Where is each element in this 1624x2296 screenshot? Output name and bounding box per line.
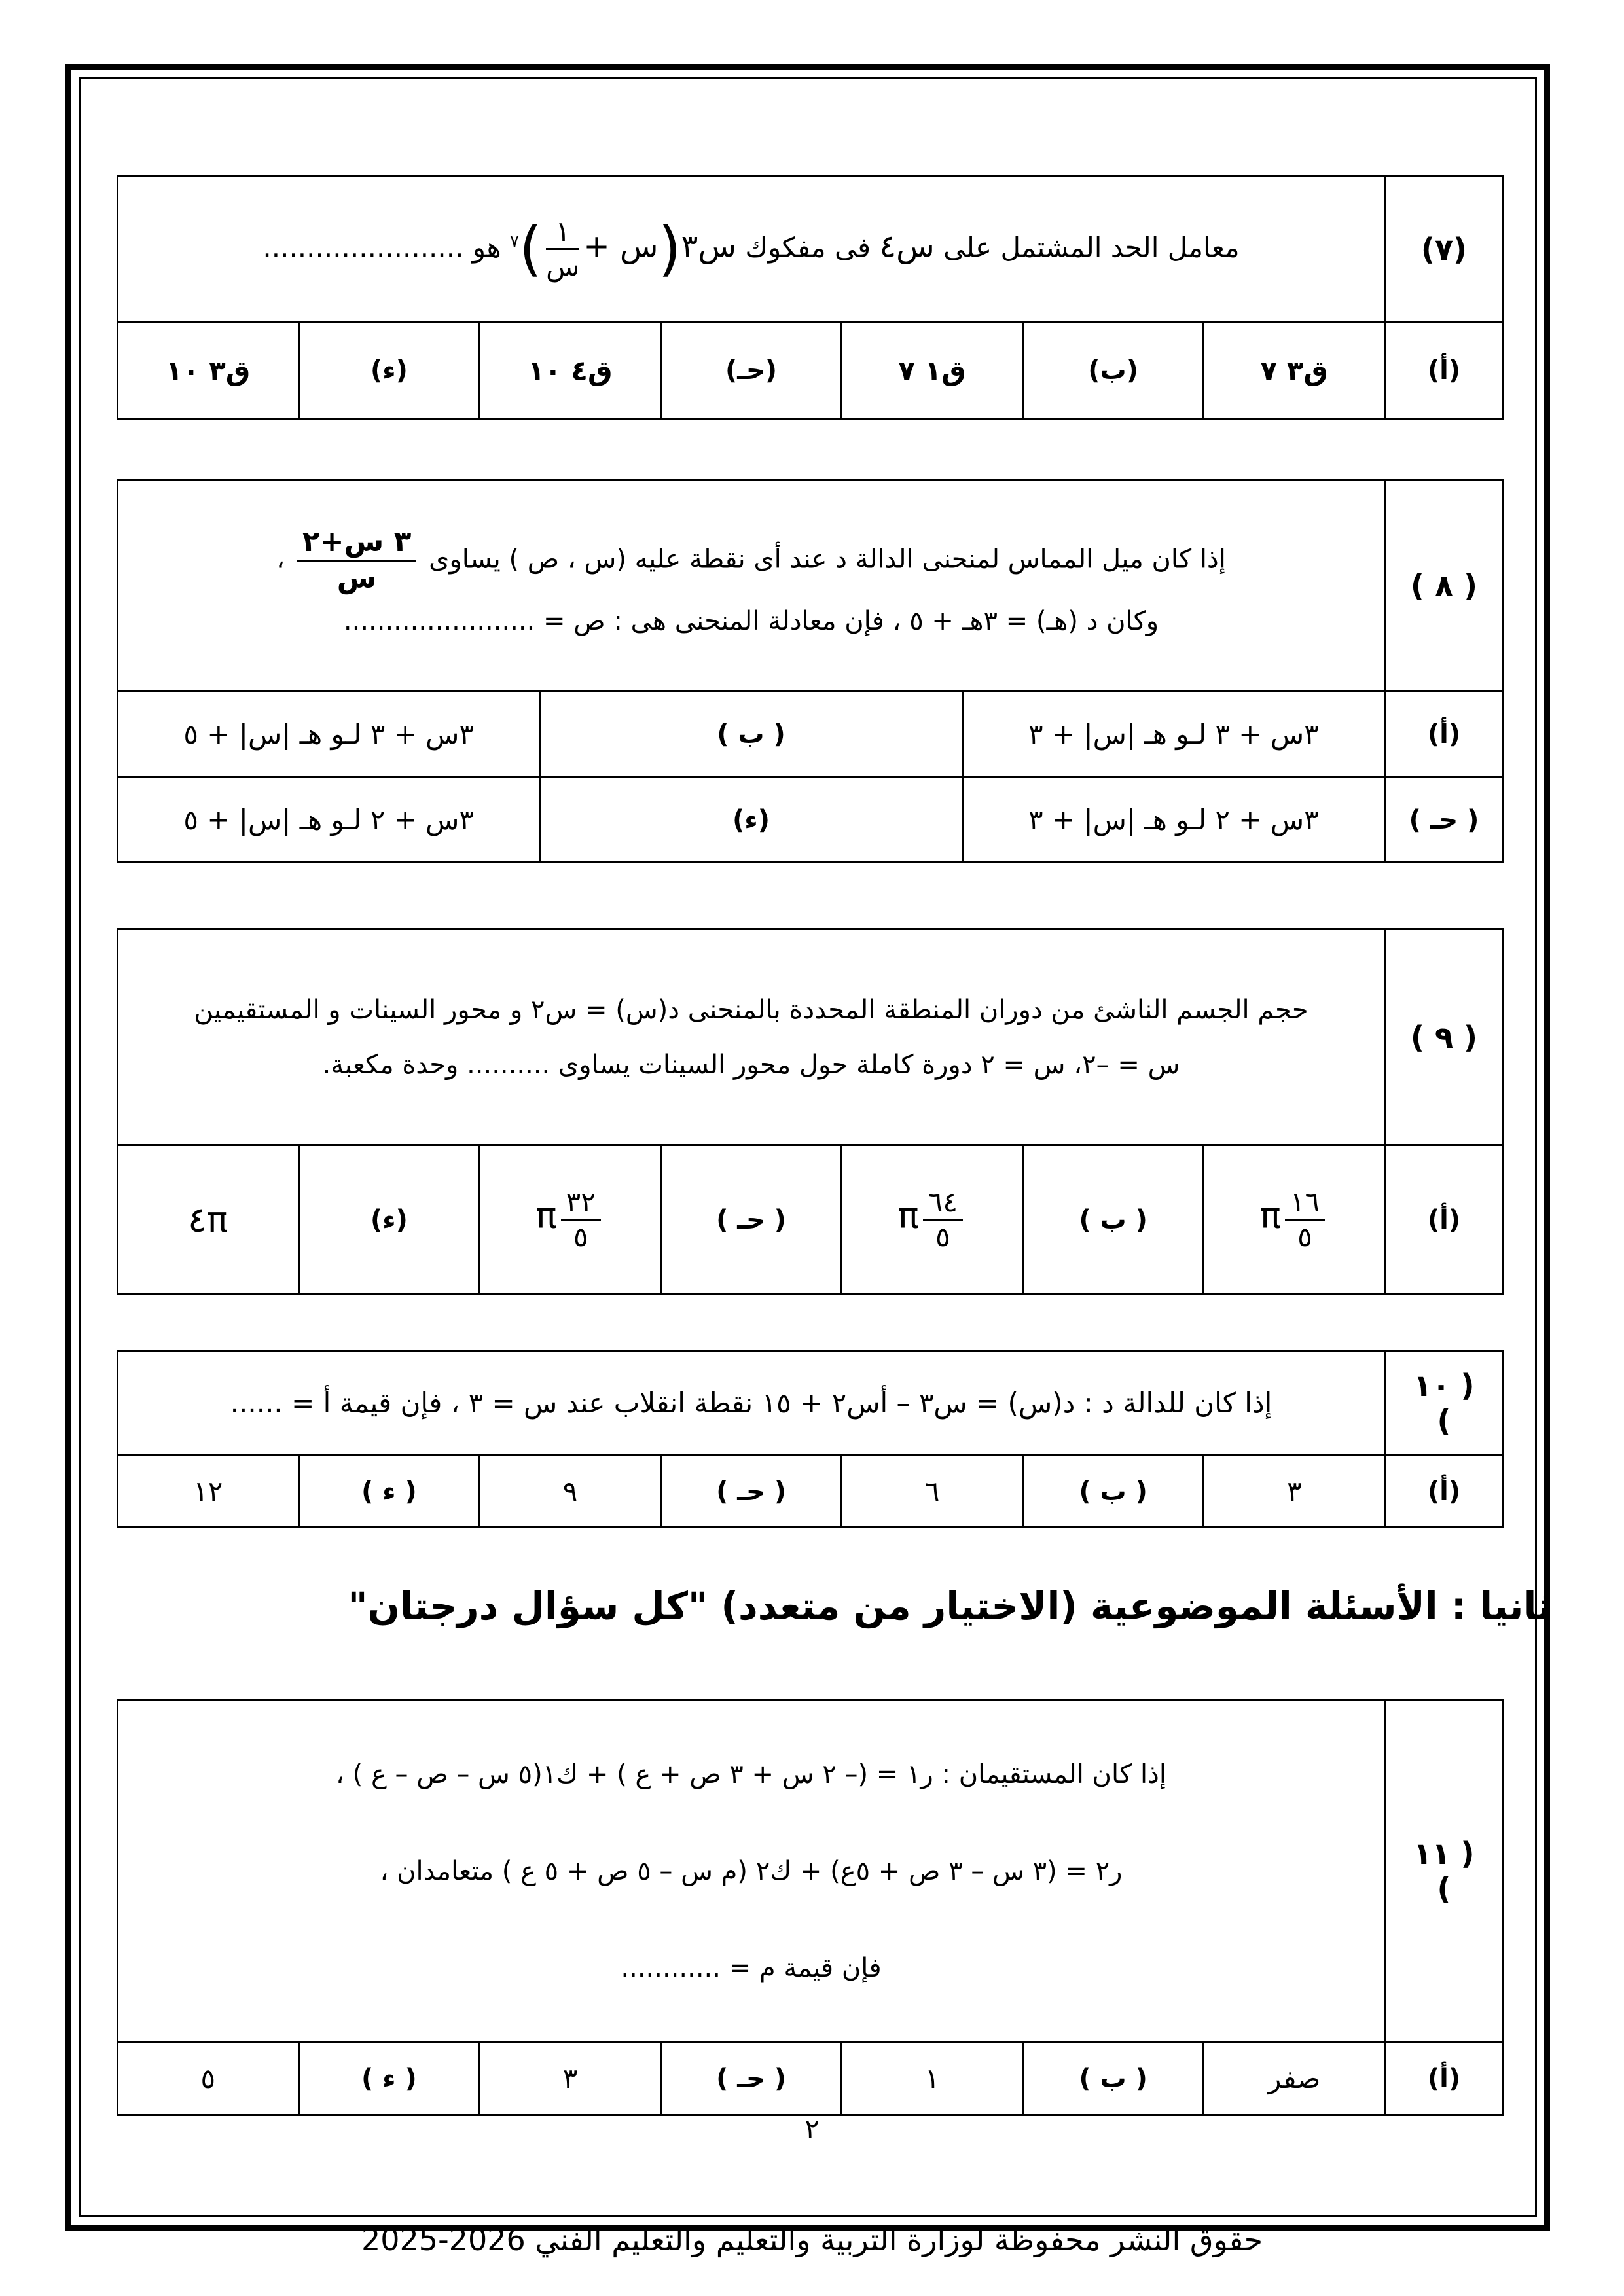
question-10 xyxy=(117,1350,1504,1528)
option-letter: (ء) xyxy=(298,1145,480,1295)
question-7 xyxy=(117,175,1504,420)
question-9 xyxy=(117,928,1504,1295)
option-value[interactable]: ٣س + ٣ لـو هـ |س| + ٥ xyxy=(118,691,540,778)
option-letter: ( ب ) xyxy=(1022,1145,1204,1295)
option-letter: ( ب ) xyxy=(1022,2042,1204,2115)
option-value[interactable]: ٣ xyxy=(1204,1456,1385,1528)
option-value[interactable]: ق٣ ٧ xyxy=(1204,322,1385,420)
question-stem: معامل الحد المشتمل على س٤ فى مفكوك س٣(س + $\frac{١}{\text{س}}$ )$^٧$ هو ....................... xyxy=(118,177,1385,322)
option-value[interactable]: ق٤ ١٠ xyxy=(480,322,661,420)
option-letter: ( ء ) xyxy=(298,1456,480,1528)
option-value[interactable]: $\frac{١٦}{٥}$ π xyxy=(1204,1145,1385,1295)
option-letter: (ء) xyxy=(540,778,962,863)
option-letter: (أ) xyxy=(1385,1456,1504,1528)
stem-expr: س + xyxy=(583,228,659,264)
option-letter: (ب) xyxy=(1022,322,1204,420)
option-value[interactable]: ٦ xyxy=(842,1456,1023,1528)
stem-line: إذا كان ميل المماس لمنحنى الدالة د عند أى نقطة عليه (س ، ص ) يساوى xyxy=(429,544,1226,575)
option-letter: (أ) xyxy=(1385,691,1504,778)
option-value[interactable]: ٤π xyxy=(118,1145,299,1295)
question-number: ( ١٠ ) xyxy=(1385,1351,1504,1456)
fraction: $\frac{١}{\text{س}}$ xyxy=(546,215,580,282)
option-letter: (أ) xyxy=(1385,322,1504,420)
option-letter: (أ) xyxy=(1385,2042,1504,2115)
option-letter: (ء) xyxy=(298,322,480,420)
option-value[interactable]: صفر xyxy=(1204,2042,1385,2115)
option-value[interactable]: $\frac{٣٢}{٥}$ π xyxy=(480,1145,661,1295)
question-number: ( ١١ ) xyxy=(1385,1700,1504,2042)
stem-text: معامل الحد المشتمل على xyxy=(943,231,1240,263)
option-letter: ( حـ ) xyxy=(660,1145,842,1295)
option-letter: ( حـ ) xyxy=(1385,778,1504,863)
fraction: $\frac{\text{٣ س+٢}}{\text{س}}$ xyxy=(297,525,417,596)
stem-text: هو ....................... xyxy=(262,231,501,263)
option-letter: ( ء ) xyxy=(298,2042,480,2115)
section-title: ثانيا : الأسئلة الموضوعية (الاختيار من متعدد) "كل سؤال درجتان" xyxy=(348,1584,1552,1628)
option-letter: ( ب ) xyxy=(540,691,962,778)
option-value[interactable]: ق٣ ١٠ xyxy=(118,322,299,420)
option-letter: ( حـ ) xyxy=(660,2042,842,2115)
stem-line: إذا كان المستقيمان : ر١ = (– ٢ س + ٣ ص + ع ) + ك١(٥ س – ص – ع ) ، xyxy=(336,1759,1166,1789)
option-value[interactable]: ٣س + ٢ لـو هـ |س| + ٣ xyxy=(962,778,1384,863)
question-number: ( ٩ ) xyxy=(1385,929,1504,1145)
option-letter: (أ) xyxy=(1385,1145,1504,1295)
stem-line: س = –٢، س = ٢ دورة كاملة حول محور السينات يساوى .......... وحدة مكعبة. xyxy=(322,1049,1180,1080)
option-letter: ( حـ ) xyxy=(660,1456,842,1528)
option-value[interactable]: ٣س + ٣ لـو هـ |س| + ٣ xyxy=(962,691,1384,778)
power: ٧ xyxy=(510,232,519,251)
option-value[interactable]: ٣ xyxy=(480,2042,661,2115)
option-value[interactable]: ٣س + ٢ لـو هـ |س| + ٥ xyxy=(118,778,540,863)
question-number: (٧) xyxy=(1385,177,1504,322)
option-value[interactable]: ٩ xyxy=(480,1456,661,1528)
option-value[interactable]: $\frac{٦٤}{٥}$ π xyxy=(842,1145,1023,1295)
stem-line: ر٢ = (٣ س – ٣ ص + ٥ع) + ك٢ (م س – ٥ ص + ٥ ع ) متعامدان ، xyxy=(380,1856,1123,1886)
stem-term: س٤ xyxy=(879,228,935,264)
question-number: ( ٨ ) xyxy=(1385,480,1504,691)
option-value[interactable]: ٥ xyxy=(118,2042,299,2115)
question-8 xyxy=(117,479,1504,863)
question-stem xyxy=(118,929,1385,1145)
stem-text: فى مفكوك xyxy=(745,231,871,263)
option-value[interactable]: ١٢ xyxy=(118,1456,299,1528)
question-stem: إذا كان ميل المماس لمنحنى الدالة د عند أى نقطة عليه (س ، ص ) يساوى $\frac{\text{٣ س+٢}}{\text{س}}$ ، وكان د (هـ) = ٣هـ + ٥ ، فإن معادلة المنحنى هى : ص = ....................... xyxy=(118,480,1385,691)
stem-line: فإن قيمة م = ............ xyxy=(621,1952,882,1983)
stem-line: وكان د (هـ) = ٣هـ + ٥ ، فإن معادلة المنحنى هى : ص = ....................... xyxy=(343,605,1159,636)
question-stem xyxy=(118,1700,1385,2042)
question-11 xyxy=(117,1699,1504,2116)
option-letter: (حـ) xyxy=(660,322,842,420)
option-letter: ( ب ) xyxy=(1022,1456,1204,1528)
option-value[interactable]: ق١ ٧ xyxy=(842,322,1023,420)
stem-line: حجم الجسم الناشئ من دوران المنطقة المحددة بالمنحنى د(س) = س٢ و محور السينات و المستقيمين xyxy=(194,994,1308,1025)
question-stem: إذا كان للدالة د : د(س) = س٣ – أس٢ + ١٥ نقطة انقلاب عند س = ٣ ، فإن قيمة أ = ...... xyxy=(118,1351,1385,1456)
copyright-footer: حقوق النشر محفوظة لوزارة التربية والتعليم والتعليم الفني 2026-2025 xyxy=(361,2222,1263,2257)
page-number: ٢ xyxy=(804,2113,820,2145)
stem-expr: س٣ xyxy=(681,228,736,264)
option-value[interactable]: ١ xyxy=(842,2042,1023,2115)
